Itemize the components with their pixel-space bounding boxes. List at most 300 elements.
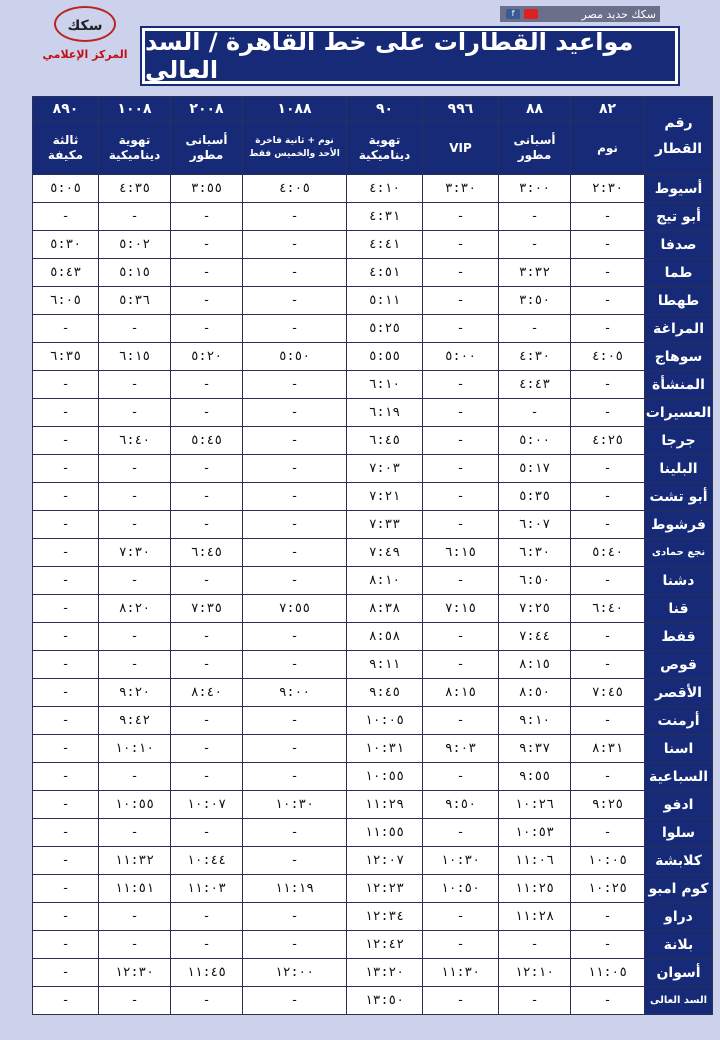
time-cell: ٥:٤٥ xyxy=(171,427,243,455)
time-cell: - xyxy=(99,511,171,539)
time-cell: ٨:٣١ xyxy=(571,735,645,763)
train-type: تهوية ديناميكية xyxy=(347,122,423,175)
time-cell: - xyxy=(423,763,499,791)
time-cell: - xyxy=(571,287,645,315)
time-cell: - xyxy=(171,315,243,343)
time-cell: - xyxy=(243,819,347,847)
time-cell: - xyxy=(571,455,645,483)
time-cell: ٦:١٩ xyxy=(347,399,423,427)
time-cell: - xyxy=(571,483,645,511)
time-cell: - xyxy=(33,623,99,651)
train-type: VIP xyxy=(423,122,499,175)
time-cell: - xyxy=(33,987,99,1015)
time-cell: - xyxy=(571,567,645,595)
time-cell: - xyxy=(99,623,171,651)
station-name: أسيوط xyxy=(645,175,713,203)
time-cell: - xyxy=(243,987,347,1015)
train-type-row xyxy=(33,122,713,175)
time-cell: - xyxy=(33,875,99,903)
time-cell: - xyxy=(571,231,645,259)
table-row xyxy=(33,987,713,1015)
time-cell: ٣:٥٠ xyxy=(499,287,571,315)
table-row xyxy=(33,399,713,427)
station-name: فرشوط xyxy=(645,511,713,539)
time-cell: - xyxy=(99,315,171,343)
time-cell: ٣:٠٠ xyxy=(499,175,571,203)
table-row xyxy=(33,875,713,903)
time-cell: - xyxy=(33,791,99,819)
time-cell: - xyxy=(171,819,243,847)
time-cell: - xyxy=(423,819,499,847)
time-cell: ٩:٤٢ xyxy=(99,707,171,735)
time-cell: - xyxy=(33,903,99,931)
time-cell: - xyxy=(171,651,243,679)
table-row xyxy=(33,455,713,483)
time-cell: ١١:٢٩ xyxy=(347,791,423,819)
time-cell: ١٢:٣٠ xyxy=(99,959,171,987)
facebook-icon[interactable]: f xyxy=(506,9,520,19)
youtube-icon[interactable] xyxy=(524,9,538,19)
time-cell: ٨:٣٨ xyxy=(347,595,423,623)
train-number: ٩٩٦ xyxy=(423,97,499,122)
time-cell: ١١:٢٨ xyxy=(499,903,571,931)
station-name: طما xyxy=(645,259,713,287)
time-cell: - xyxy=(423,259,499,287)
time-cell: - xyxy=(33,651,99,679)
time-cell: - xyxy=(171,567,243,595)
time-cell: ١١:٤٥ xyxy=(171,959,243,987)
time-cell: ١٢:٣٤ xyxy=(347,903,423,931)
time-cell: - xyxy=(423,707,499,735)
station-name: كوم امبو xyxy=(645,875,713,903)
station-name: صدفا xyxy=(645,231,713,259)
station-name: المراغة xyxy=(645,315,713,343)
table-row xyxy=(33,231,713,259)
table-row xyxy=(33,259,713,287)
time-cell: ٧:٢١ xyxy=(347,483,423,511)
time-cell: ٧:٢٥ xyxy=(499,595,571,623)
time-cell: ١٠:٤٤ xyxy=(171,847,243,875)
time-cell: ٥:٠٢ xyxy=(99,231,171,259)
time-cell: ٥:٥٠ xyxy=(243,343,347,371)
time-cell: - xyxy=(171,399,243,427)
time-cell: ٩:٣٧ xyxy=(499,735,571,763)
banner-label: سكك حديد مصر xyxy=(581,7,656,21)
time-cell: ١١:٥١ xyxy=(99,875,171,903)
time-cell: - xyxy=(171,371,243,399)
time-cell: - xyxy=(243,287,347,315)
time-cell: ١٠:٠٥ xyxy=(347,707,423,735)
time-cell: ٥:٣٦ xyxy=(99,287,171,315)
time-cell: ٥:٢٠ xyxy=(171,343,243,371)
train-type: أسبانى مطور xyxy=(499,122,571,175)
time-cell: ١٠:٠٧ xyxy=(171,791,243,819)
time-cell: - xyxy=(499,399,571,427)
time-cell: ٤:٤١ xyxy=(347,231,423,259)
time-cell: ١٠:٢٥ xyxy=(571,875,645,903)
time-cell: ١١:٢٥ xyxy=(499,875,571,903)
time-cell: - xyxy=(243,455,347,483)
table-row xyxy=(33,371,713,399)
table-row xyxy=(33,315,713,343)
time-cell: - xyxy=(99,399,171,427)
time-cell: ١٠:٥٥ xyxy=(99,791,171,819)
time-cell: - xyxy=(33,959,99,987)
time-cell: - xyxy=(423,315,499,343)
time-cell: ٨:١٠ xyxy=(347,567,423,595)
time-cell: - xyxy=(33,539,99,567)
time-cell: - xyxy=(99,903,171,931)
time-cell: ١١:٠٥ xyxy=(571,959,645,987)
time-cell: ٥:١١ xyxy=(347,287,423,315)
station-name: قنا xyxy=(645,595,713,623)
time-cell: - xyxy=(571,259,645,287)
train-type: نوم xyxy=(571,122,645,175)
time-cell: - xyxy=(33,455,99,483)
time-cell: ٧:٣٠ xyxy=(99,539,171,567)
time-cell: - xyxy=(171,231,243,259)
station-name: أبو تيج xyxy=(645,203,713,231)
time-cell: - xyxy=(423,511,499,539)
table-row xyxy=(33,847,713,875)
table-row xyxy=(33,539,713,567)
table-row xyxy=(33,903,713,931)
time-cell: ٨:٤٠ xyxy=(171,679,243,707)
train-type: أسبانى مطور xyxy=(171,122,243,175)
time-cell: - xyxy=(571,203,645,231)
train-number: ١٠٨٨ xyxy=(243,97,347,122)
table-row xyxy=(33,427,713,455)
time-cell: - xyxy=(243,399,347,427)
table-row xyxy=(33,483,713,511)
time-cell: - xyxy=(423,623,499,651)
time-cell: ١٠:٥٣ xyxy=(499,819,571,847)
train-type: ثالثة مكيفة xyxy=(33,122,99,175)
time-cell: - xyxy=(243,847,347,875)
time-cell: - xyxy=(171,483,243,511)
schedule-table xyxy=(32,96,713,1015)
time-cell: ٧:٤٩ xyxy=(347,539,423,567)
time-cell: ٤:٤٣ xyxy=(499,371,571,399)
time-cell: ٥:٤٣ xyxy=(33,259,99,287)
time-cell: ٣:٣٠ xyxy=(423,175,499,203)
time-cell: ٣:٥٥ xyxy=(171,175,243,203)
time-cell: - xyxy=(243,763,347,791)
train-number: ٨٨ xyxy=(499,97,571,122)
table-row xyxy=(33,931,713,959)
time-cell: - xyxy=(243,651,347,679)
time-cell: - xyxy=(33,315,99,343)
time-cell: ٤:٢٥ xyxy=(571,427,645,455)
time-cell: ٦:٤٥ xyxy=(171,539,243,567)
time-cell: ٩:٠٠ xyxy=(243,679,347,707)
time-cell: ٥:١٧ xyxy=(499,455,571,483)
time-cell: - xyxy=(243,707,347,735)
time-cell: - xyxy=(33,567,99,595)
train-number: ٨٩٠ xyxy=(33,97,99,122)
time-cell: ١١:٠٦ xyxy=(499,847,571,875)
time-cell: ٦:١٥ xyxy=(99,343,171,371)
table-row xyxy=(33,567,713,595)
time-cell: ٧:٤٤ xyxy=(499,623,571,651)
time-cell: ١١:٥٥ xyxy=(347,819,423,847)
time-cell: - xyxy=(171,707,243,735)
time-cell: ٦:١٠ xyxy=(347,371,423,399)
time-cell: - xyxy=(171,259,243,287)
time-cell: - xyxy=(33,483,99,511)
time-cell: ٧:٤٥ xyxy=(571,679,645,707)
time-cell: - xyxy=(499,203,571,231)
table-row xyxy=(33,959,713,987)
time-cell: ٨:١٥ xyxy=(423,679,499,707)
station-name: بلانة xyxy=(645,931,713,959)
time-cell: - xyxy=(33,847,99,875)
station-name: جرجا xyxy=(645,427,713,455)
time-cell: ١١:٣٠ xyxy=(423,959,499,987)
time-cell: - xyxy=(99,987,171,1015)
time-cell: - xyxy=(571,623,645,651)
train-number: ٢٠٠٨ xyxy=(171,97,243,122)
time-cell: ٥:٠٠ xyxy=(423,343,499,371)
time-cell: - xyxy=(571,511,645,539)
time-cell: - xyxy=(33,707,99,735)
time-cell: ١١:٠٣ xyxy=(171,875,243,903)
time-cell: ١٠:٢٦ xyxy=(499,791,571,819)
time-cell: ٦:٣٠ xyxy=(499,539,571,567)
time-cell: - xyxy=(423,371,499,399)
table-row xyxy=(33,651,713,679)
time-cell: - xyxy=(423,287,499,315)
table-row xyxy=(33,791,713,819)
time-cell: - xyxy=(243,231,347,259)
time-cell: - xyxy=(499,315,571,343)
time-cell: - xyxy=(99,763,171,791)
time-cell: ٤:٠٥ xyxy=(571,343,645,371)
time-cell: ٤:٣١ xyxy=(347,203,423,231)
station-name: اسنا xyxy=(645,735,713,763)
table-row xyxy=(33,819,713,847)
time-cell: - xyxy=(33,735,99,763)
time-cell: ٥:٣٥ xyxy=(499,483,571,511)
time-cell: - xyxy=(423,427,499,455)
time-cell: - xyxy=(33,203,99,231)
station-name: دشنا xyxy=(645,567,713,595)
time-cell: ١٠:٣٠ xyxy=(423,847,499,875)
time-cell: - xyxy=(243,903,347,931)
time-cell: ١٢:٠٧ xyxy=(347,847,423,875)
time-cell: ٦:٤٥ xyxy=(347,427,423,455)
station-name: قوص xyxy=(645,651,713,679)
time-cell: - xyxy=(423,399,499,427)
time-cell: - xyxy=(423,203,499,231)
time-cell: - xyxy=(243,735,347,763)
time-cell: ٦:٠٥ xyxy=(33,287,99,315)
time-cell: ٥:١٥ xyxy=(99,259,171,287)
time-cell: ٩:١١ xyxy=(347,651,423,679)
time-cell: ٨:٢٠ xyxy=(99,595,171,623)
time-cell: - xyxy=(243,315,347,343)
time-cell: - xyxy=(99,483,171,511)
station-name: طهطا xyxy=(645,287,713,315)
time-cell: - xyxy=(99,819,171,847)
time-cell: ٤:٣٥ xyxy=(99,175,171,203)
time-cell: - xyxy=(243,483,347,511)
time-cell: ٧:٣٥ xyxy=(171,595,243,623)
time-cell: ٨:٥٠ xyxy=(499,679,571,707)
time-cell: ١٠:٣١ xyxy=(347,735,423,763)
time-cell: ١٢:١٠ xyxy=(499,959,571,987)
station-name: ادفو xyxy=(645,791,713,819)
time-cell: ١١:١٩ xyxy=(243,875,347,903)
station-name: البلينا xyxy=(645,455,713,483)
time-cell: - xyxy=(571,903,645,931)
logo-mark: سكك xyxy=(54,6,116,42)
time-cell: ٦:٥٠ xyxy=(499,567,571,595)
time-cell: ١١:٣٢ xyxy=(99,847,171,875)
train-number: ٩٠ xyxy=(347,97,423,122)
time-cell: - xyxy=(423,931,499,959)
table-row xyxy=(33,735,713,763)
time-cell: ٥:٠٠ xyxy=(499,427,571,455)
time-cell: - xyxy=(99,203,171,231)
station-name: الأقصر xyxy=(645,679,713,707)
train-type: نوم + ثانية فاخرة الأحد والخميس فقط xyxy=(243,122,347,175)
time-cell: - xyxy=(499,931,571,959)
time-cell: ٥:٤٠ xyxy=(571,539,645,567)
time-cell: ٦:٣٥ xyxy=(33,343,99,371)
time-cell: ٣:٣٢ xyxy=(499,259,571,287)
train-number-row xyxy=(33,97,713,122)
train-number: ٨٢ xyxy=(571,97,645,122)
table-row xyxy=(33,595,713,623)
time-cell: - xyxy=(99,567,171,595)
station-name: سلوا xyxy=(645,819,713,847)
time-cell: - xyxy=(33,763,99,791)
time-cell: - xyxy=(243,567,347,595)
time-cell: - xyxy=(171,735,243,763)
time-cell: ٨:١٥ xyxy=(499,651,571,679)
time-cell: ٦:٤٠ xyxy=(571,595,645,623)
station-name: قفط xyxy=(645,623,713,651)
time-cell: ٥:٣٠ xyxy=(33,231,99,259)
time-cell: - xyxy=(171,763,243,791)
logo xyxy=(38,6,132,70)
time-cell: - xyxy=(423,483,499,511)
time-cell: - xyxy=(571,987,645,1015)
time-cell: - xyxy=(243,511,347,539)
time-cell: - xyxy=(33,595,99,623)
time-cell: ١٠:٣٠ xyxy=(243,791,347,819)
time-cell: ٩:٢٥ xyxy=(571,791,645,819)
station-name: أرمنت xyxy=(645,707,713,735)
time-cell: - xyxy=(171,987,243,1015)
time-cell: ١٠:٥٥ xyxy=(347,763,423,791)
time-cell: ٧:٥٥ xyxy=(243,595,347,623)
table-row xyxy=(33,763,713,791)
time-cell: - xyxy=(243,931,347,959)
time-cell: - xyxy=(243,371,347,399)
time-cell: ٩:٢٠ xyxy=(99,679,171,707)
time-cell: ١٠:٥٠ xyxy=(423,875,499,903)
table-row xyxy=(33,175,713,203)
train-number: ١٠٠٨ xyxy=(99,97,171,122)
time-cell: - xyxy=(33,511,99,539)
time-cell: - xyxy=(423,987,499,1015)
time-cell: - xyxy=(499,987,571,1015)
station-name: نجع حمادى xyxy=(645,539,713,567)
time-cell: ٧:٣٣ xyxy=(347,511,423,539)
station-name: أسوان xyxy=(645,959,713,987)
time-cell: - xyxy=(243,539,347,567)
time-cell: - xyxy=(571,371,645,399)
time-cell: - xyxy=(571,315,645,343)
time-cell: ١٣:٥٠ xyxy=(347,987,423,1015)
station-name: المنشأة xyxy=(645,371,713,399)
station-name: السد العالى xyxy=(645,987,713,1015)
time-cell: - xyxy=(171,931,243,959)
table-row xyxy=(33,679,713,707)
time-cell: - xyxy=(571,763,645,791)
time-cell: ٩:١٠ xyxy=(499,707,571,735)
time-cell: - xyxy=(33,371,99,399)
time-cell: ٤:٣٠ xyxy=(499,343,571,371)
time-cell: ٥:٠٥ xyxy=(33,175,99,203)
time-cell: ١٠:١٠ xyxy=(99,735,171,763)
time-cell: ٩:٥٥ xyxy=(499,763,571,791)
time-cell: - xyxy=(243,623,347,651)
table-row xyxy=(33,511,713,539)
station-name: دراو xyxy=(645,903,713,931)
table-row xyxy=(33,203,713,231)
time-cell: ١٠:٠٥ xyxy=(571,847,645,875)
page-title: مواعيد القطارات على خط القاهرة / السد العالى xyxy=(142,28,678,84)
time-cell: - xyxy=(171,287,243,315)
time-cell: ٩:٤٥ xyxy=(347,679,423,707)
time-cell: ٢:٣٠ xyxy=(571,175,645,203)
time-cell: - xyxy=(571,819,645,847)
time-cell: - xyxy=(571,651,645,679)
station-name: كلابشة xyxy=(645,847,713,875)
time-cell: - xyxy=(99,455,171,483)
station-name: السباعية xyxy=(645,763,713,791)
time-cell: - xyxy=(423,903,499,931)
time-cell: ٤:٥١ xyxy=(347,259,423,287)
time-cell: - xyxy=(99,651,171,679)
time-cell: ٨:٥٨ xyxy=(347,623,423,651)
table-row xyxy=(33,623,713,651)
time-cell: - xyxy=(171,455,243,483)
table-row xyxy=(33,707,713,735)
time-cell: - xyxy=(33,679,99,707)
time-cell: ٥:٥٥ xyxy=(347,343,423,371)
time-cell: - xyxy=(171,511,243,539)
time-cell: ٤:٠٥ xyxy=(243,175,347,203)
time-cell: - xyxy=(171,903,243,931)
time-cell: - xyxy=(243,203,347,231)
time-cell: ٩:٥٠ xyxy=(423,791,499,819)
station-name: العسيرات xyxy=(645,399,713,427)
time-cell: - xyxy=(423,567,499,595)
time-cell: ٥:٢٥ xyxy=(347,315,423,343)
time-cell: - xyxy=(33,931,99,959)
time-cell: - xyxy=(243,427,347,455)
top-banner xyxy=(500,6,660,22)
table-row xyxy=(33,287,713,315)
time-cell: ٦:١٥ xyxy=(423,539,499,567)
corner-header: رقم القطار xyxy=(645,97,713,175)
time-cell: ١٢:٤٢ xyxy=(347,931,423,959)
time-cell: ١٢:٢٣ xyxy=(347,875,423,903)
